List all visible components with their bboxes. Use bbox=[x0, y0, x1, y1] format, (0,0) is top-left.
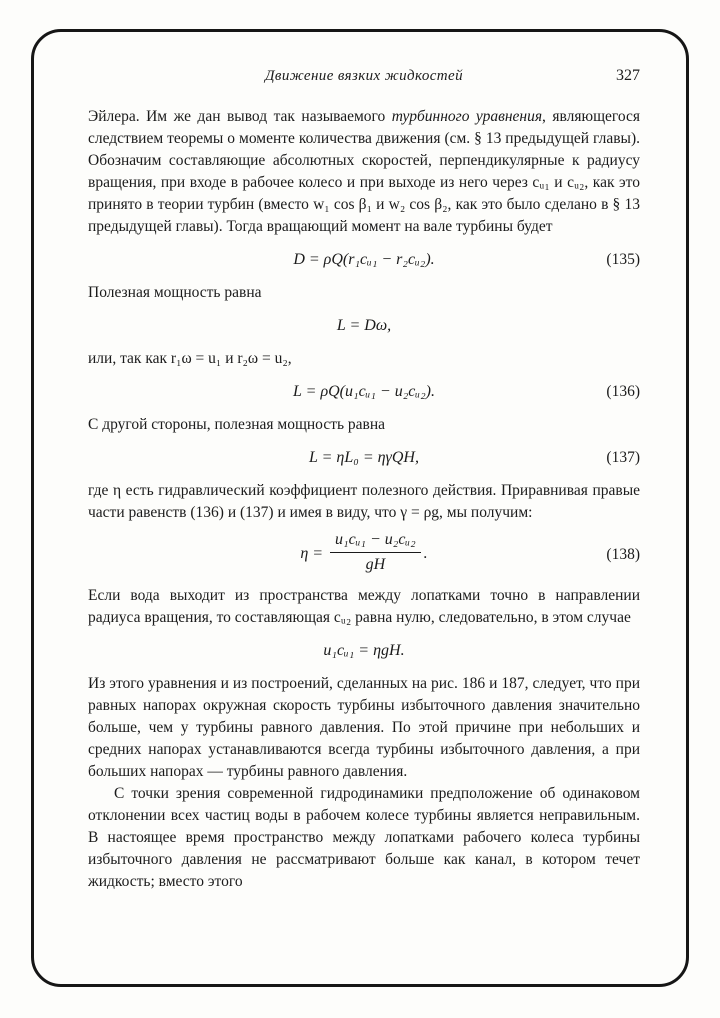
paragraph-modern-view: С точки зрения современной гидродинамики предположение об одинаковом отклонении всех частиц воды в рабочем колесе турбины является неправильным. В настоящее время пространство между лопатками рабочего колеса турбины избыточного давления не рассматривают больше как канал, в котором течет жидкость; вместо этого bbox=[88, 785, 640, 890]
paragraph-intro bbox=[88, 106, 640, 238]
page-number: 327 bbox=[616, 67, 640, 84]
fraction-numerator: u₁cᵤ₁ − u₂cᵤ₂ bbox=[330, 530, 421, 553]
equation-number: (136) bbox=[606, 383, 640, 400]
equation-135 bbox=[88, 248, 640, 272]
paragraph-text: Эйлера. Им же дан вывод так называемого bbox=[88, 108, 392, 125]
paragraph-power: Полезная мощность равна bbox=[88, 284, 262, 301]
equation-formula: L = ηL₀ = ηγQH, bbox=[309, 449, 419, 466]
paragraph-text: , являющегося следствием теоремы о моменте количества движения (см. § 13 предыдущей главы). Обозначим составляющие абсолютных скоростей, перпендикулярные к радиусу вращения, при входе в рабочее колесо и при выходе из него через cᵤ₁ и cᵤ₂, как это принято в теории турбин (вместо w₁ cos β₁ и w₂ cos β₂, как это было сделано в § 13 предыдущей главы). Тогда вращающий момент на вале турбины будет bbox=[88, 108, 641, 235]
equation-136 bbox=[88, 380, 640, 404]
page-content bbox=[88, 68, 640, 893]
paragraph-radial-exit: Если вода выходит из пространства между лопатками точно в направлении радиуса вращения, то составляющая cᵤ₂ равна нулю, следовательно, в этом случае bbox=[88, 587, 640, 626]
paragraph-other-side: С другой стороны, полезная мощность равна bbox=[88, 416, 386, 433]
fraction-denominator: gH bbox=[365, 556, 386, 573]
running-header bbox=[88, 68, 640, 90]
equation-radial bbox=[88, 639, 640, 663]
equation-number: (138) bbox=[606, 545, 640, 563]
paragraph-substitution: или, так как r₁ω = u₁ и r₂ω = u₂, bbox=[88, 350, 292, 367]
emphasized-term: турбинного уравнения bbox=[391, 108, 543, 125]
equation-138 bbox=[88, 532, 640, 577]
equation-power bbox=[88, 314, 640, 338]
equation-formula: L = ρQ(u₁cᵤ₁ − u₂cᵤ₂). bbox=[293, 383, 435, 400]
equation-number: (135) bbox=[606, 251, 640, 268]
equation-number: (137) bbox=[606, 449, 640, 466]
equation-formula: L = Dω, bbox=[336, 317, 392, 334]
equation-137 bbox=[88, 446, 640, 470]
equation-tail: . bbox=[423, 545, 428, 563]
equation-formula: u₁cᵤ₁ = ηgH. bbox=[323, 642, 405, 659]
equation-formula: D = ρQ(r₁cᵤ₁ − r₂cᵤ₂). bbox=[293, 251, 435, 268]
fraction bbox=[330, 530, 421, 575]
equation-formula bbox=[300, 531, 428, 573]
paragraph-comparison: Из этого уравнения и из построений, сделанных на рис. 186 и 187, следует, что при равных напорах окружная скорость турбины избыточного давления значительно больше, чем у турбины равного давления. По этой причине при небольших и средних напорах устанавливаются всегда турбины избыточного давления, а при больших напорах — турбины равного давления. bbox=[88, 675, 640, 780]
equation-lhs: η = bbox=[300, 545, 328, 563]
paragraph-efficiency: где η есть гидравлический коэффициент полезного действия. Приравнивая правые части равенств (136) и (137) и имея в виду, что γ = ρg, мы получим: bbox=[88, 482, 640, 521]
running-header-title: Движение вязких жидкостей bbox=[264, 68, 463, 84]
